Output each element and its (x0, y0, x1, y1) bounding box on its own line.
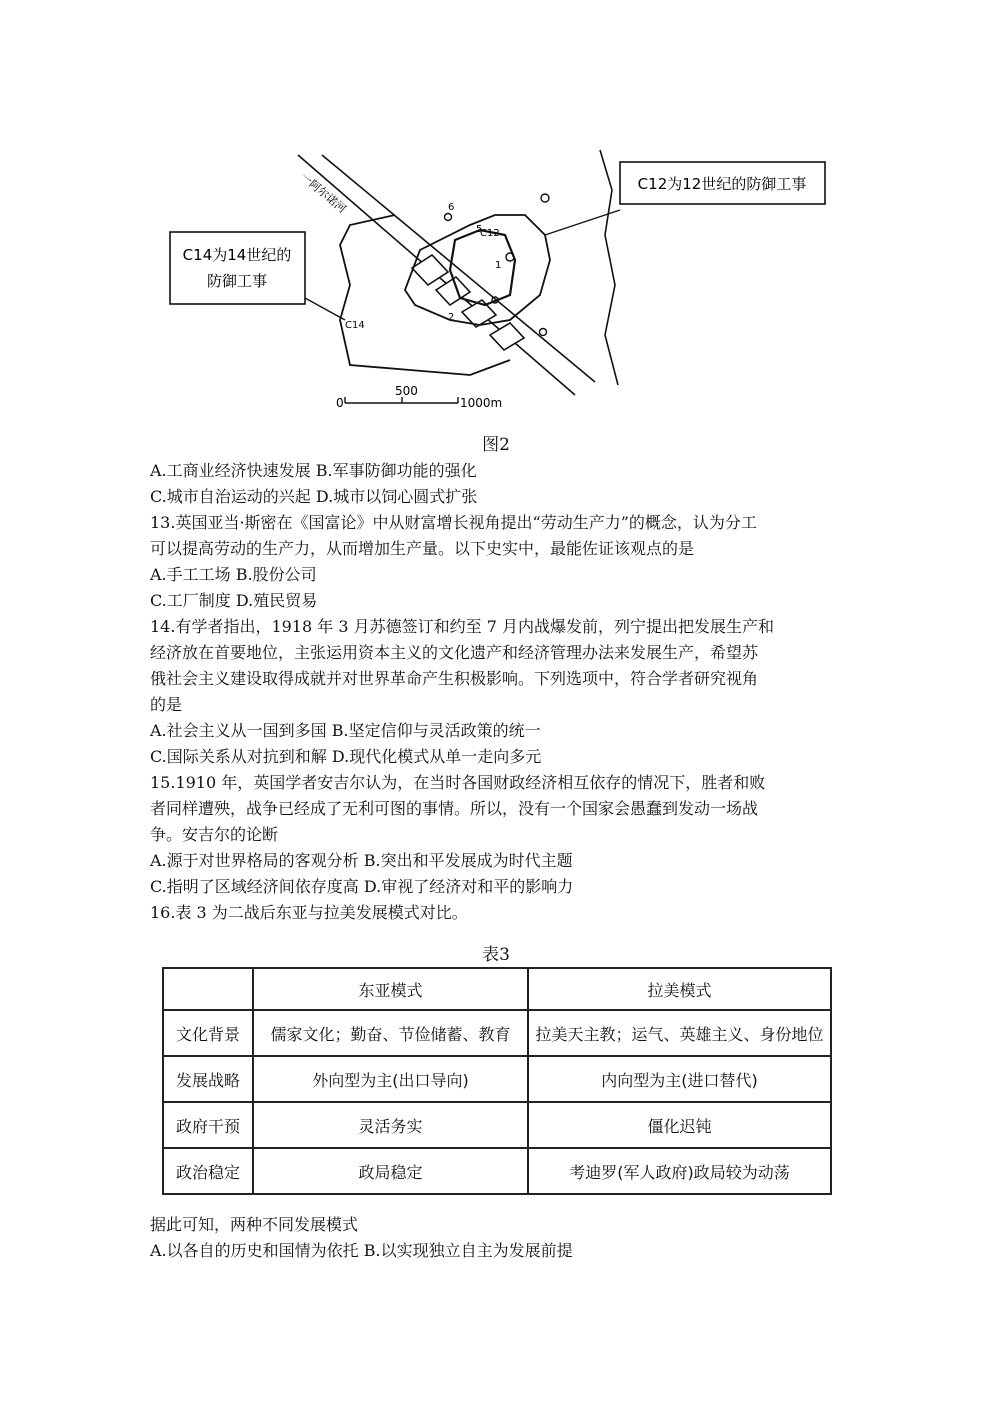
table-row (163, 1102, 831, 1148)
q16-options-ab: A.以各自的历史和国情为依托 B.以实现独立自主为发展前提 (150, 1241, 573, 1260)
q13-options-ab: A.手工工场 B.股份公司 (150, 565, 317, 584)
figure-caption: 图2 (482, 435, 510, 455)
table-header-latin-america: 拉美模式 (528, 968, 831, 1010)
q14-options-ab: A.社会主义从一国到多国 B.坚定信仰与灵活政策的统一 (150, 721, 541, 740)
svg-text:C12为12世纪的防御工事: C12为12世纪的防御工事 (637, 175, 807, 193)
row-header: 政治稳定 (163, 1148, 253, 1194)
q12-options-ab: A.工商业经济快速发展 B.军事防御功能的强化 (150, 461, 477, 480)
fortification-map (150, 120, 850, 420)
table-row (163, 1010, 831, 1056)
q15-line-2: 者同样遭殃，战争已经成了无利可图的事情。所以，没有一个国家会愚蠢到发动一场战 (150, 799, 759, 818)
svg-text:1000m: 1000m (460, 396, 503, 410)
q14-options-cd: C.国际关系从对抗到和解 D.现代化模式从单一走向多元 (150, 747, 542, 766)
q14-line-2: 经济放在首要地位，主张运用资本主义的文化遗产和经济管理办法来发展生产，希望苏 (150, 643, 759, 662)
row-header: 发展战略 (163, 1056, 253, 1102)
label-5: 5 (476, 224, 483, 235)
q15-options-cd: C.指明了区域经济间依存度高 D.审视了经济对和平的影响力 (150, 877, 574, 896)
q15-line-3: 争。安吉尔的论断 (150, 825, 279, 844)
q13-options-cd: C.工厂制度 D.殖民贸易 (150, 591, 318, 610)
q13-line-2: 可以提高劳动的生产力，从而增加生产量。以下史实中，最能佐证该观点的是 (150, 539, 695, 558)
comparison-table (162, 967, 832, 1195)
table-cell: 拉美天主教；运气、英雄主义、身份地位 (528, 1010, 831, 1056)
table-row (163, 1056, 831, 1102)
river-label: 一阿尔诺河 (298, 170, 349, 216)
q14-line-1: 14.有学者指出，1918 年 3 月苏德签订和约至 7 月内战爆发前，列宁提出把发展生产和 (150, 617, 774, 636)
svg-text:C14为14世纪的: C14为14世纪的 (182, 246, 292, 264)
svg-text:500: 500 (395, 384, 418, 398)
table-header-row (163, 968, 831, 1010)
label-2: 2 (448, 312, 455, 323)
label-1: 1 (495, 260, 502, 271)
table-cell: 僵化迟钝 (528, 1102, 831, 1148)
table-header-east-asia: 东亚模式 (253, 968, 528, 1010)
q12-options-cd: C.城市自治运动的兴起 D.城市以饲心圆式扩张 (150, 487, 478, 506)
q14-line-3: 俄社会主义建设取得成就并对世界革命产生积极影响。下列选项中，符合学者研究视角 (150, 669, 759, 688)
q16-line-1: 16.表 3 为二战后东亚与拉美发展模式对比。 (150, 903, 468, 922)
table-row (163, 1148, 831, 1194)
comparison-table-wrap (162, 967, 832, 1195)
table-cell: 儒家文化；勤奋、节俭储蓄、教育 (253, 1010, 528, 1056)
label-6: 6 (448, 202, 455, 213)
svg-text:防御工事: 防御工事 (206, 272, 268, 290)
table-caption: 表3 (482, 945, 510, 965)
scale-bar (336, 384, 502, 410)
q15-line-1: 15.1910 年，英国学者安吉尔认为，在当时各国财政经济相互依存的情况下，胜者和败 (150, 773, 766, 792)
callout-c14 (170, 232, 345, 320)
q14-line-4: 的是 (150, 695, 183, 714)
map-right-border (600, 150, 618, 385)
callout-c12 (545, 162, 825, 235)
label-c14: C14 (345, 320, 365, 331)
table-header-blank (163, 968, 253, 1010)
table-cell: 考迪罗(军人政府)政局较为动荡 (528, 1148, 831, 1194)
table-cell: 内向型为主(进口替代) (528, 1056, 831, 1102)
table-cell: 灵活务实 (253, 1102, 528, 1148)
row-header: 政府干预 (163, 1102, 253, 1148)
row-header: 文化背景 (163, 1010, 253, 1056)
label-c12: C12 (480, 228, 500, 239)
q13-line-1: 13.英国亚当·斯密在《国富论》中从财富增长视角提出“劳动生产力”的概念，认为分工 (150, 513, 757, 532)
q16-after-table: 据此可知，两种不同发展模式 (150, 1215, 359, 1234)
table-cell: 外向型为主(出口导向) (253, 1056, 528, 1102)
river (298, 155, 595, 395)
q15-options-ab: A.源于对世界格局的客观分析 B.突出和平发展成为时代主题 (150, 851, 573, 870)
svg-text:0: 0 (336, 396, 344, 410)
c14-wall (340, 215, 510, 375)
table-cell: 政局稳定 (253, 1148, 528, 1194)
